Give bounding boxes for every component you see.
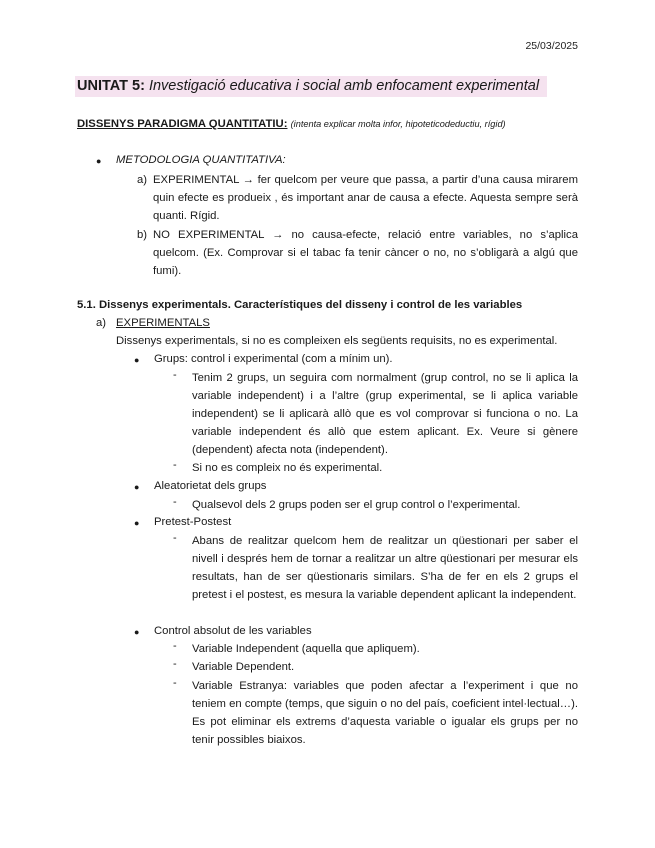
bullet-icon: ● xyxy=(134,482,140,492)
var-dependent: Variable Dependent. xyxy=(192,661,295,673)
req-aleatorietat: Aleatorietat dels grups xyxy=(154,480,267,492)
bullet-icon: ● xyxy=(96,156,102,166)
exp-label: a) xyxy=(96,317,107,329)
req-grups: Grups: control i experimental (com a mínim un). xyxy=(154,353,393,365)
unit-title-prefix: UNITAT 5: xyxy=(77,78,145,94)
var-independent: Variable Independent (aquella que apliquem). xyxy=(192,643,420,655)
section-heading-note: (intenta explicar molta infor, hipoteticodeductiu, rígid) xyxy=(290,119,506,129)
section-heading xyxy=(77,118,506,130)
exp-intro: Dissenys experimentals, si no es compleixen els següents requisits, no es experimental. xyxy=(116,335,558,347)
metodologia-heading: METODOLOGIA QUANTITATIVA: xyxy=(116,154,286,166)
req-pretest-detail: Abans de realitzar quelcom hem de realitzar un qüestionari per saber el nivell i després hem de tornar a realitzar un altre qüestionari per mesurar els resultats, han de ser qüestionaris similars. S’ha de fer en els 2 grups el pretest i el postest, es mesura la variable dependent aplicant la independent. xyxy=(192,535,578,601)
req-pretest: Pretest-Postest xyxy=(154,516,232,528)
item-a-label: a) xyxy=(137,174,148,186)
req-control: Control absolut de les variables xyxy=(154,625,312,637)
dash-icon: - xyxy=(173,640,177,652)
exp-title: EXPERIMENTALS xyxy=(116,317,210,329)
bullet-icon: ● xyxy=(134,518,140,528)
dash-icon: - xyxy=(173,496,177,508)
item-no-experimental: NO EXPERIMENTAL → no causa-efecte, relació entre variables, no s’aplica quelcom. (Ex. Comprovar si el tabac fa tenir càncer o no, no s’obligarà a algú que fumi). xyxy=(153,229,578,277)
unit-title xyxy=(75,76,547,97)
dash-icon: - xyxy=(173,677,177,689)
bullet-icon: ● xyxy=(134,627,140,637)
req-grups-detail-2: Si no es compleix no és experimental. xyxy=(192,462,383,474)
item-b-label: b) xyxy=(137,229,148,241)
req-grups-detail: Tenim 2 grups, un seguira com normalment (grup control, no se li aplica la variable independent) i a l’altre (grup experimental, se li aplica variable independent) se li aplicarà allò que es vol comprovar si funciona o no. La variable independent és allò que estem aplicant. Ex. Veure si gènere (dependent) afecta nota (independent). xyxy=(192,372,578,456)
var-estranya: Variable Estranya: variables que poden afectar a l’experiment i que no teniem en compte (temps, que siguin o no del país, coeficient intel·lectual…). Es pot eliminar els extrems d’aquesta variable o igualar els grups per no tenir possibles biaixos. xyxy=(192,680,578,746)
document-date: 25/03/2025 xyxy=(525,40,578,52)
unit-title-text: Investigació educativa i social amb enfocament experimental xyxy=(144,78,540,94)
bullet-icon: ● xyxy=(134,355,140,365)
section-5-1-heading: 5.1. Dissenys experimentals. Característiques del disseny i control de les variables xyxy=(77,299,523,311)
dash-icon: - xyxy=(173,369,177,381)
dash-icon: - xyxy=(173,658,177,670)
dash-icon: - xyxy=(173,532,177,544)
dash-icon: - xyxy=(173,459,177,471)
section-heading-label: DISSENYS PARADIGMA QUANTITATIU: xyxy=(77,118,288,130)
item-experimental: EXPERIMENTAL → fer quelcom per veure que passa, a partir d’una causa mirarem quin efecte es produeix , és important anar de causa a efecte. Aquesta sempre serà quanti. Rígid. xyxy=(153,174,578,222)
req-aleatorietat-detail: Qualsevol dels 2 grups poden ser el grup control o l’experimental. xyxy=(192,499,521,511)
